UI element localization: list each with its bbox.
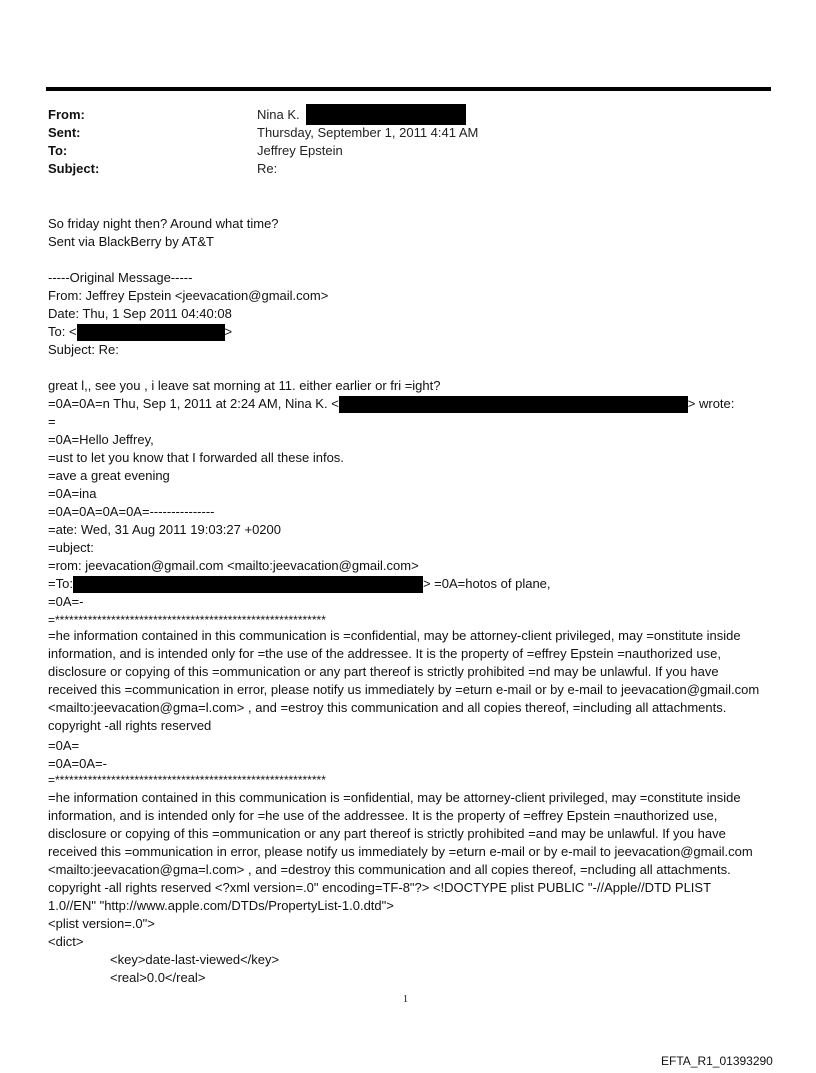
body-line: =0A=0A=-: [48, 756, 107, 771]
separator-line: =**********************************************************: [48, 613, 326, 627]
body-line: [48, 575, 551, 593]
sent-label: Sent:: [48, 125, 81, 140]
body-line: <key>date-last-viewed</key>: [110, 952, 280, 967]
body-line: <plist version=.0">: [48, 916, 155, 931]
page-number: 1: [403, 994, 408, 1005]
to-value: Jeffrey Epstein: [257, 143, 343, 158]
separator-line: =**********************************************************: [48, 773, 326, 787]
orig-to-prefix: To: <: [48, 324, 77, 339]
sent-value: Thursday, September 1, 2011 4:41 AM: [257, 125, 479, 140]
from-value: Nina K.: [257, 107, 300, 122]
body-line: =ave a great evening: [48, 468, 170, 483]
body-line: =ate: Wed, 31 Aug 2011 19:03:27 +0200: [48, 522, 281, 537]
orig-date: Date: Thu, 1 Sep 2011 04:40:08: [48, 306, 232, 321]
body-line: =0A=-: [48, 594, 84, 609]
redaction-box: [73, 576, 423, 593]
body-line: =ust to let you know that I forwarded all these infos.: [48, 450, 344, 465]
redaction-box: [77, 324, 225, 341]
body-line: =0A=Hello Jeffrey,: [48, 432, 154, 447]
subject-value: Re:: [257, 161, 278, 176]
body-line: =rom: jeevacation@gmail.com <mailto:jeevacation@gmail.com>: [48, 558, 419, 573]
body-line: =0A=0A=0A=0A=---------------: [48, 504, 215, 519]
quoted-header: [48, 395, 734, 413]
disclaimer-paragraph: =he information contained in this communication is =onfidential, may be attorney-client privileged, may =constitute inside information, and is intended only for =he use of the addressee. It is the property of =effrey Epstein =nauthorized use, disclosure or copying of this =ommunication or any part thereof is strictly prohibited =and may be unlawful. If you have received this =ommunication in error, please notify us immediately by =eturn e-mail or by e-mail to jeevacation@gmail.com <mailto:jeevacation@gma=l.com> , and =destroy this communication and all copies thereof, =ncluding all attachments. copyright -all rights reserved <?xml version=.0" encoding=TF-8"?> <!DOCTYPE plist PUBLIC "-//Apple//DTD PLIST 1.0//EN" "http://www.apple.com/DTDs/PropertyList-1.0.dtd">: [48, 790, 753, 913]
original-message-marker: -----Original Message-----: [48, 270, 193, 285]
body-line: Sent via BlackBerry by AT&T: [48, 234, 214, 249]
body-line: great l,, see you , i leave sat morning at 11. either earlier or fri =ight?: [48, 378, 441, 393]
redaction-box: [306, 104, 466, 125]
from-label: From:: [48, 107, 85, 122]
body-line: So friday night then? Around what time?: [48, 216, 279, 231]
body-line: <real>0.0</real>: [110, 970, 206, 985]
body-line: =: [48, 414, 56, 429]
document-id: EFTA_R1_01393290: [661, 1054, 773, 1068]
orig-subject: Subject: Re:: [48, 342, 119, 357]
subject-label: Subject:: [48, 161, 100, 176]
quoted-header-suffix: > wrote:: [687, 396, 735, 411]
body-line: <dict>: [48, 934, 84, 949]
header-rule: [46, 87, 771, 91]
body-line: =0A=ina: [48, 486, 97, 501]
redaction-box: [339, 396, 688, 413]
quoted-header-text: =0A=0A=n Thu, Sep 1, 2011 at 2:24 AM, Nina K. <: [48, 396, 339, 411]
orig-from: From: Jeffrey Epstein <jeevacation@gmail.com>: [48, 288, 329, 303]
orig-to: [48, 323, 232, 341]
body-line-prefix: =To:: [48, 576, 73, 591]
to-label: To:: [48, 143, 68, 158]
orig-to-suffix: >: [224, 324, 233, 339]
body-line: =ubject:: [48, 540, 94, 555]
disclaimer-paragraph: =he information contained in this communication is =confidential, may be attorney-client privileged, may =onstitute inside information, and is intended only for =the use of the addressee. It is the property of =effrey Epstein =nauthorized use, disclosure or copying of this =ommunication or any part thereof is strictly prohibited =nd may be unlawful. If you have received this =communication in error, please notify us immediately by =eturn e-mail or by e-mail to jeevacation@gmail.com <mailto:jeevacation@gma=l.com> , and =estroy this communication and all copies thereof, =including all attachments. copyright -all rights reserved: [48, 628, 760, 733]
body-line-suffix: > =0A=hotos of plane,: [422, 576, 551, 591]
body-line: =0A=: [48, 738, 80, 753]
